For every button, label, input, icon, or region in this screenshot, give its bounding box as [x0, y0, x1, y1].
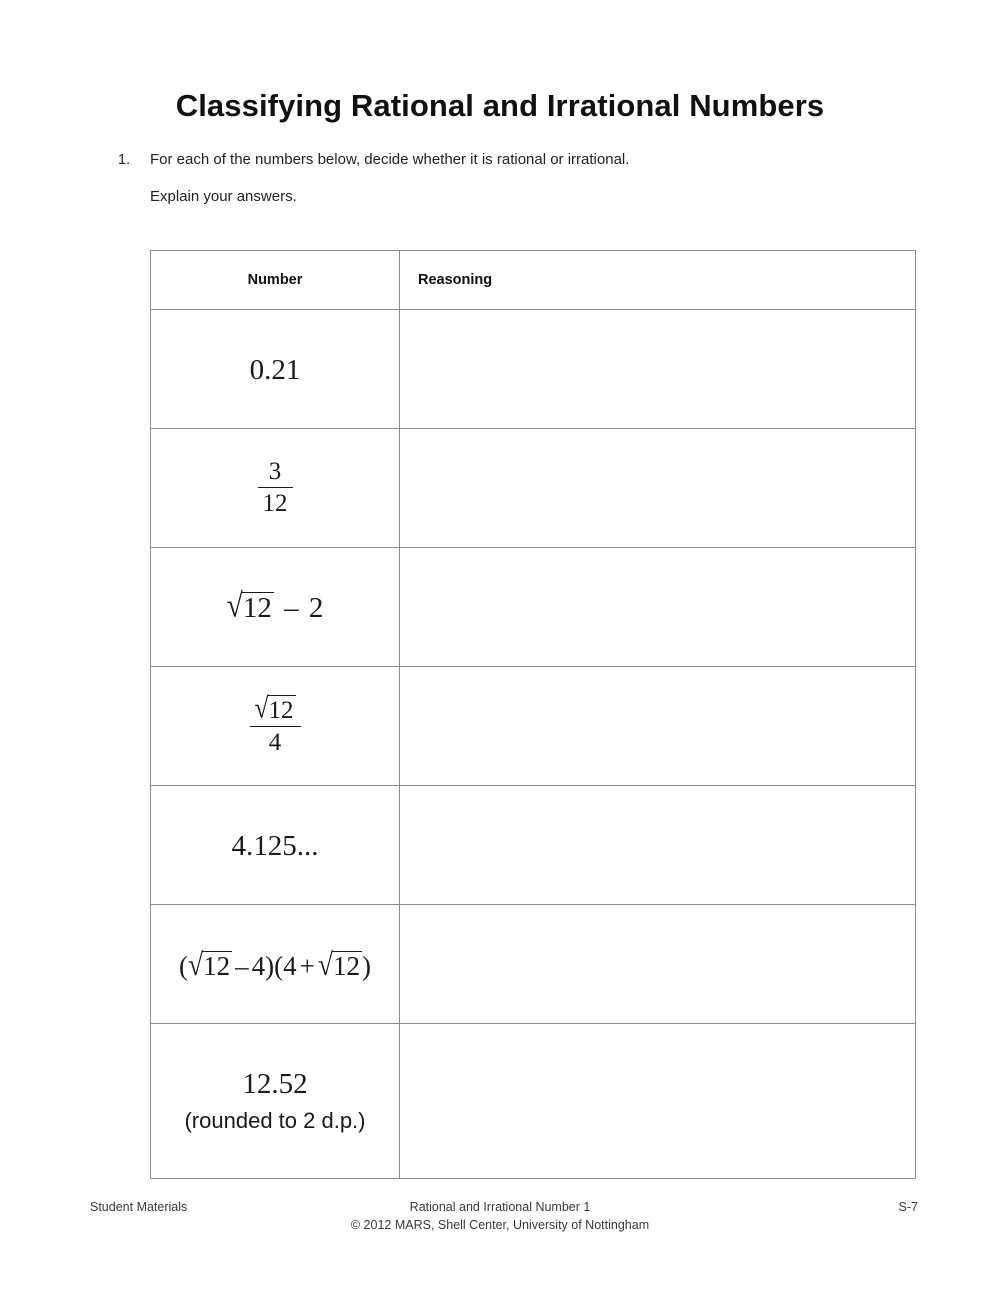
question-text-primary: For each of the numbers below, decide whether it is rational or irrational. — [150, 151, 630, 168]
term-4-first: 4 — [251, 950, 266, 981]
question-number: 1. — [118, 152, 131, 168]
table-row — [151, 786, 916, 905]
column-header-reasoning: Reasoning — [400, 251, 916, 310]
operand: 2 — [308, 591, 324, 624]
fraction-numerator: 3 — [258, 458, 293, 488]
reasoning-cell-3[interactable] — [400, 548, 916, 667]
radicand-first: 12 — [203, 950, 231, 981]
reasoning-cell-4[interactable] — [400, 667, 916, 786]
table-header — [151, 251, 916, 310]
number-cell-decimal-4-125 — [151, 786, 400, 905]
radical-sqrt12 — [254, 691, 296, 725]
radical-sign-icon: √ — [226, 587, 243, 625]
operator-minus: – — [284, 591, 299, 624]
table-row — [151, 429, 916, 548]
reasoning-cell-1[interactable] — [400, 310, 916, 429]
fraction-denominator: 12 — [262, 490, 288, 517]
number-cell-decimal-0-21 — [151, 310, 400, 429]
value-0-21: 0.21 — [249, 353, 301, 386]
close-paren-1: ) — [265, 950, 275, 981]
rounded-value: 12.52 — [242, 1067, 308, 1100]
expression-binomial-product — [179, 946, 371, 982]
question-text-secondary: Explain your answers. — [150, 188, 297, 205]
reasoning-cell-5[interactable] — [400, 786, 916, 905]
footer-center-block — [0, 1200, 1000, 1232]
rounded-note: (rounded to 2 d.p.) — [184, 1107, 366, 1133]
term-4-second: 4 — [283, 950, 297, 981]
fraction-denominator: 4 — [268, 729, 282, 756]
reasoning-cell-2[interactable] — [400, 429, 916, 548]
footer-page-number: S-7 — [898, 1200, 918, 1214]
radical-sqrt12 — [226, 587, 274, 625]
numbers-table — [150, 250, 916, 1179]
column-header-number: Number — [151, 251, 400, 310]
radicand: 12 — [268, 697, 294, 724]
fraction-3-over-12 — [258, 458, 293, 518]
radical-sign-icon: √ — [188, 946, 204, 982]
question-block — [118, 150, 918, 207]
reasoning-cell-7[interactable] — [400, 1024, 916, 1179]
table-row — [151, 667, 916, 786]
number-cell-binomial-product — [151, 905, 400, 1024]
footer-left-text: Student Materials — [90, 1200, 188, 1214]
number-cell-sqrt12-minus-2 — [151, 548, 400, 667]
operator-minus: – — [235, 950, 249, 981]
page-title: Classifying Rational and Irrational Numbers — [175, 88, 825, 123]
close-paren-2: ) — [361, 950, 371, 981]
open-paren-2: ( — [274, 950, 284, 981]
open-paren-1: ( — [179, 950, 188, 981]
radicand: 12 — [242, 591, 272, 624]
value-rounded-12-52 — [151, 1069, 399, 1133]
number-cell-rounded-12-52 — [151, 1024, 400, 1179]
radical-sqrt12-second — [317, 946, 362, 982]
expression-sqrt12-minus-2 — [226, 587, 324, 625]
table-header-row — [151, 251, 916, 310]
footer-copyright: © 2012 MARS, Shell Center, University of Nottingham — [350, 1218, 650, 1232]
radical-sign-icon: √ — [317, 946, 333, 982]
question-line-2 — [118, 187, 918, 207]
radicand-second: 12 — [332, 950, 360, 981]
question-line-1 — [118, 150, 918, 170]
fraction-numerator-radical — [250, 691, 301, 727]
table-row — [151, 310, 916, 429]
page-footer — [0, 1198, 1000, 1258]
number-cell-sqrt12-over-4 — [151, 667, 400, 786]
operator-plus: + — [299, 950, 315, 981]
reasoning-cell-6[interactable] — [400, 905, 916, 1024]
radical-sqrt12-first — [188, 946, 232, 982]
radical-sign-icon: √ — [254, 691, 269, 725]
value-4-125: 4.125... — [231, 829, 319, 862]
number-cell-fraction-3-over-12 — [151, 429, 400, 548]
table-row — [151, 1024, 916, 1179]
table-body — [151, 310, 916, 1179]
table-row — [151, 905, 916, 1024]
footer-center-line-1: Rational and Irrational Number 1 — [409, 1200, 591, 1214]
fraction-sqrt12-over-4 — [250, 691, 301, 757]
table-row — [151, 548, 916, 667]
